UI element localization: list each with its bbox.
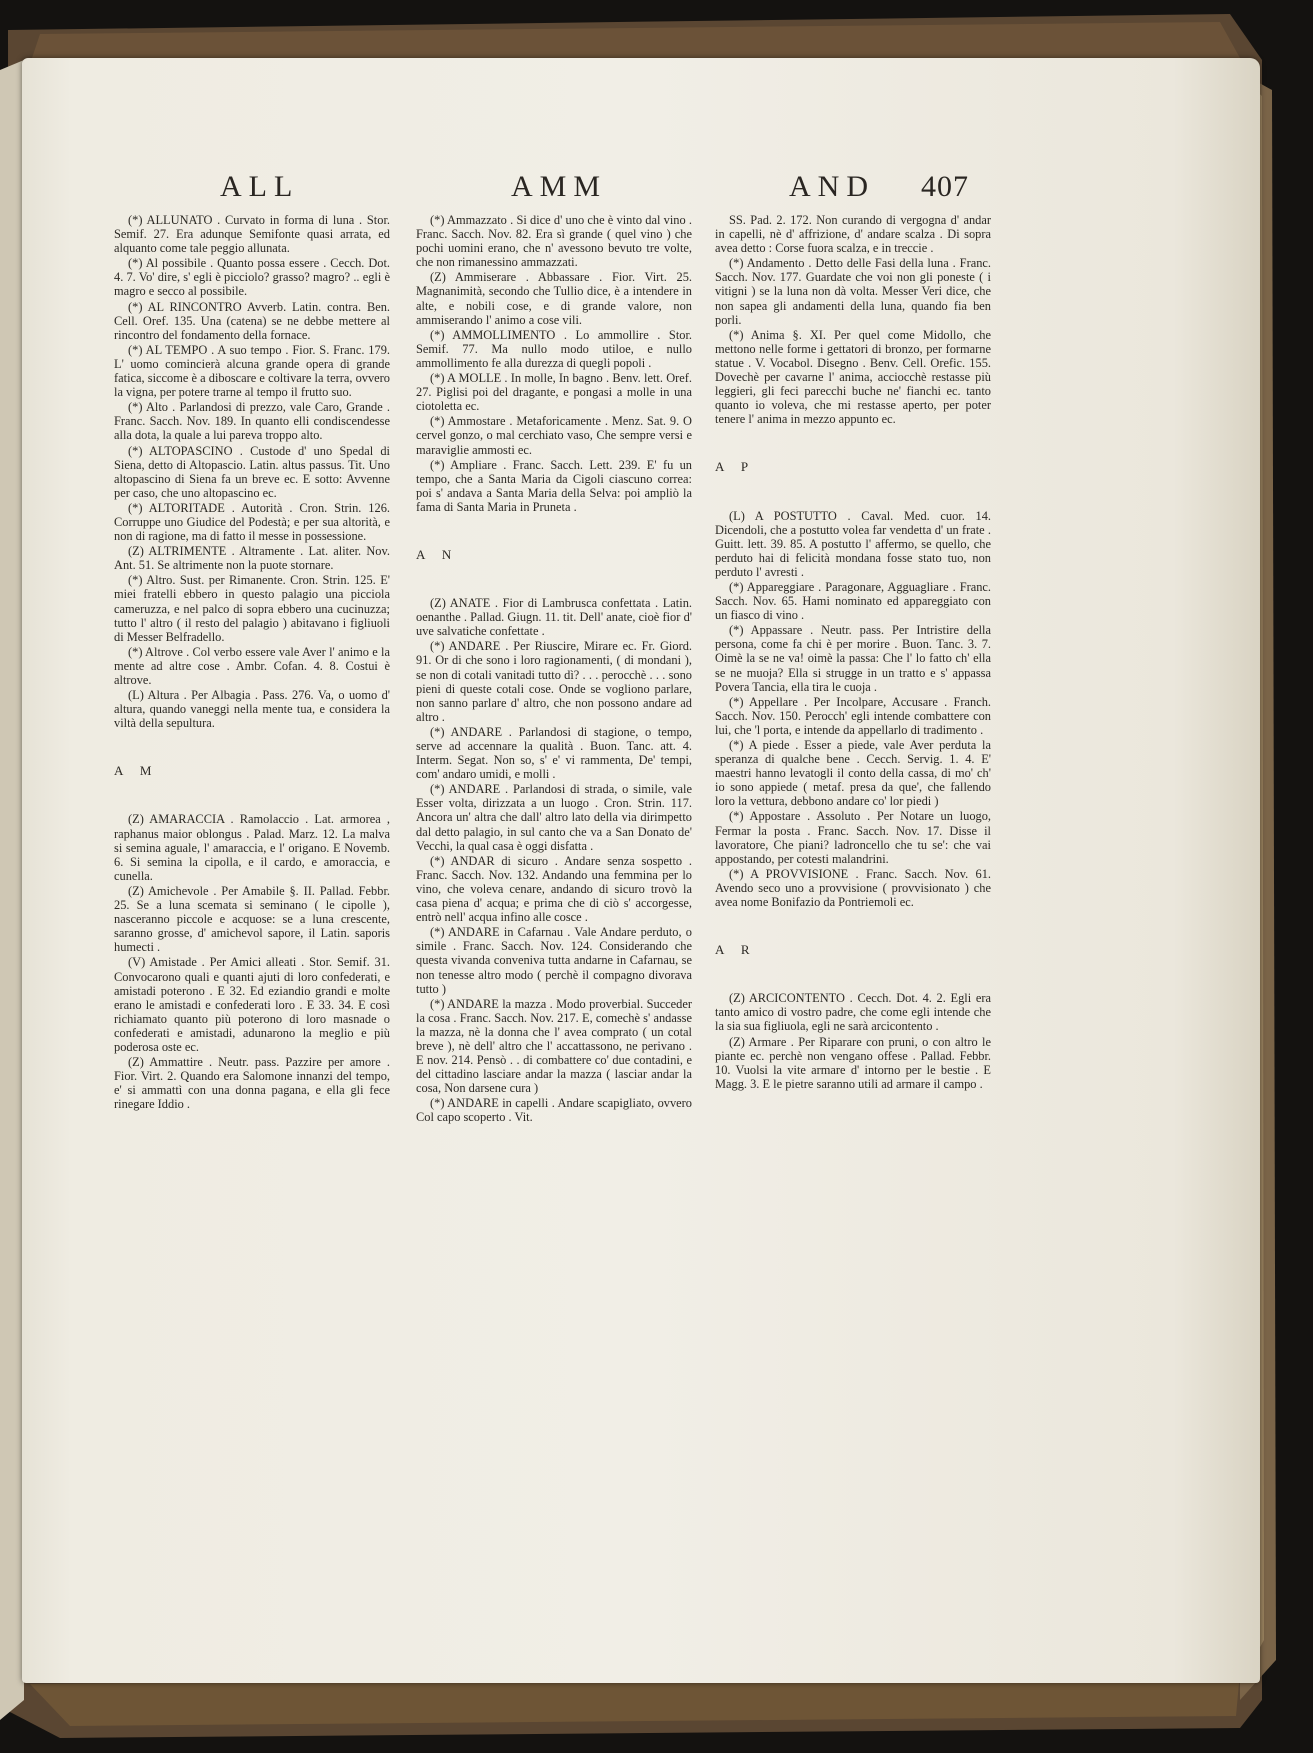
entry-definition: Appassare . Neutr. pass. Per Intristire della persona, come fa chi è per morire . Buon. Tanc. 3. 7. Oimè la se ne va! oimè la passa: Che l' lo fatto ch' ella se ne muoja? Ella si strugge in un tratto e s' appassa Povera Tancia, ella tira le cuoja .: [715, 623, 991, 694]
entry-definition: Parlandosi di strada, o simile, vale Esser volta, dirizzata a un luogo . Cron. Strin. 117. Ancora un' altra che dall' altro lato della via dirimpetto dal detto palagio, in sul canto che va a San Donato de' Vecchi, la qual casa è oggi disfatta .: [416, 782, 692, 853]
entry-definition: Autorità . Cron. Strin. 126. Corruppe uno Giudice del Podestà; e per sua altorità, e non di ragione, ma di fatto il messe in possessione.: [114, 500, 390, 544]
entry-headword: (*) ALLUNATO .: [128, 213, 221, 227]
entry-headword: (*) ANDARE .: [430, 782, 509, 797]
dictionary-entry: [416, 925, 692, 995]
dictionary-entry: [715, 738, 991, 808]
entry-definition: Appostare . Assoluto . Per Notare un luogo, Fermar la posta . Franc. Sacch. Nov. 17. Disse il lavoratore, Che piani? ladroncello che tu se': che vai appostando, per cotesti malandrini.: [715, 809, 991, 866]
entry-definition: Appellare . Per Incolpare, Accusare . Franch. Sacch. Nov. 150. Perocch' egli intende combattere con lui, che 'l porta, e intende da appellarlo di tradimento .: [715, 694, 991, 737]
entry-definition: di sicuro . Andare senza sospetto . Franc. Sacch. Nov. 132. Andando una femmina per lo vino, che voleva cenare, andando di sicuro trovò la casa piena d' acqua; e prima che di ciò s' accorgesse, entrò nell' acqua infino alle cosce .: [416, 853, 692, 925]
entry-definition: Altramente . Lat. aliter. Nov. Ant. 51. Se altrimente non la puote stornare.: [114, 544, 390, 573]
dictionary-entry: [715, 328, 991, 427]
entry-headword: (Z): [729, 1034, 745, 1049]
dictionary-entry: [416, 270, 692, 326]
dictionary-entry: [114, 300, 390, 342]
entry-definition: in capelli . Andare scapigliato, ovvero Col capo scoperto . Vit.: [416, 1096, 692, 1125]
entry-definition: Altura . Per Albagia . Pass. 276. Va, o uomo d' altura, quando vaneggi nella mente tua, e considera la viltà della sepultura.: [114, 688, 390, 731]
entry-headword: (*): [430, 414, 445, 429]
entry-headword: (*) ALTORITADE .: [128, 500, 235, 515]
dictionary-entry: [715, 1035, 991, 1091]
entry-headword: (*) AL TEMPO .: [128, 342, 215, 357]
entry-headword: (*) AL RINCONTRO: [128, 299, 242, 314]
entry-headword: (*) ANDARE: [430, 996, 499, 1011]
dictionary-entry: [715, 213, 991, 255]
dictionary-entry: [416, 371, 692, 413]
dictionary-entry: [416, 854, 692, 924]
dictionary-entry: [715, 809, 991, 865]
dictionary-entry: [715, 509, 991, 579]
entry-definition: A piede . Esser a piede, vale Aver perduta la speranza di qualche bene . Cecch. Servig. 1. 4. E' maestri hanno levatogli il conto della cassa, di mo' ch' io sono appiede ( metaf. presa da que', che fallendo loro la vettura, debbono andare co' lor piedi ): [715, 738, 991, 809]
entry-headword: (*) A MOLLE .: [430, 371, 508, 386]
entry-definition: Fior di Lambrusca confettata . Latin. oenanthe . Pallad. Giugn. 11. tit. Dell' anate, cioè fior d' uve salvatiche confettate .: [416, 596, 692, 639]
entry-definition: A suo tempo . Fior. S. Franc. 179. L' uomo comincierà alcuna grande opera di grande fatica, siccome è a diboscare e coltivare la terra, ovvero la vigna, per potere trarne al tempo il frutto suo.: [114, 342, 390, 400]
entry-headword: (*) ANDARE .: [430, 724, 512, 739]
entry-headword: (Z): [430, 270, 446, 285]
entry-headword: (*): [430, 457, 445, 472]
entry-definition: Alto . Parlandosi di prezzo, vale Caro, Grande . Franc. Sacch. Nov. 189. In quanto elli condiscendesse alla dota, la quale a lui pareva troppo alto.: [114, 400, 390, 443]
dictionary-entry: [114, 955, 390, 1054]
entry-headword: (*): [430, 213, 445, 227]
dictionary-entry: [114, 812, 390, 882]
dictionary-entry: [114, 645, 390, 687]
dictionary-entry: [114, 501, 390, 543]
entry-headword: (*) ANDARE: [430, 1096, 499, 1111]
dictionary-entry: [114, 256, 390, 298]
dictionary-entry: [416, 639, 692, 724]
dictionary-entry: [114, 884, 390, 954]
entry-definition: Al possibile . Quanto possa essere . Cecch. Dot. 4. 7. Vo' dire, s' egli è picciolo? grasso? magro? .. egli è magro e secco al possibile.: [114, 256, 390, 299]
entry-headword: (*): [128, 644, 143, 659]
entry-definition: Ramolaccio . Lat. armorea , raphanus maior oblongus . Palad. Marz. 12. La malva si semina aguale, l' amaraccia, e l' origano. E Novemb. 6. Si semina la cipolla, e il cardo, e amoraccia, e cunella.: [114, 812, 390, 883]
entry-headword: (Z) AMARACCIA .: [128, 812, 234, 827]
entry-definition: Armare . Per Riparare con pruni, o con altro le piante ec. perchè non vengano offese . Pallad. Febbr. 10. Vuolsi la vite armare d' intorno per le bestie . E Magg. 3. E le pietre saranno utili ad armare il campo .: [715, 1034, 991, 1091]
dictionary-entry: [715, 580, 991, 622]
dictionary-entry: [715, 991, 991, 1033]
dictionary-entry: [416, 997, 692, 1096]
dictionary-column-2: [416, 213, 692, 1126]
section-heading: A R: [715, 942, 757, 958]
entry-headword: (*): [729, 809, 744, 824]
entry-definition: Amichevole . Per Amabile §. II. Pallad. Febbr. 25. Se a luna scemata si seminano ( le cipolle ), nasceranno piccole e acquose: se a luna crescente, saranno grosse, d' amichevol sapore, il Latin. saporis humecti .: [114, 883, 390, 955]
entry-definition: Cecch. Dot. 4. 2. Egli era tanto amico di vostro padre, che come egli intende che la sia sua figliuola, egli ne sarà arcicontento .: [715, 991, 991, 1034]
entry-definition: Parlandosi di stagione, o tempo, serve ad accennare la qualità . Buon. Tanc. att. 4. Interm. Segat. Non so, s' e' vi rammenta, De' tempi, com' andaro umidi, e molli .: [416, 724, 692, 782]
entry-definition: Appareggiare . Paragonare, Agguagliare . Franc. Sacch. Nov. 65. Hami nominato ed appareggiato con un fiasco di vino .: [715, 579, 992, 623]
entry-definition: In molle, In bagno . Benv. lett. Oref. 27. Piglisi poi del dragante, e pongasi a molle in una ciotoletta ec.: [416, 371, 692, 414]
entry-headword: (*): [729, 623, 744, 638]
entry-headword: (*) ANDARE: [430, 925, 500, 940]
running-head-right: AND: [789, 170, 875, 203]
dictionary-entry: [416, 725, 692, 781]
entry-definition: Caval. Med. cuor. 14. Dicendoli, che a postutto volea far vendetta d' un frate . Guitt. lett. 39. 85. A postutto l' affermo, se quello, che perduto hai di felicità mondana fosse stato tuo, non perduto l' avresti .: [715, 508, 991, 579]
section-heading: A N: [416, 546, 459, 562]
dictionary-entry: [416, 328, 692, 370]
entry-headword: (*) A PROVVISIONE .: [729, 866, 859, 881]
entry-definition: la mazza . Modo proverbial. Succeder la cosa . Franc. Sacch. Nov. 217. E, comechè s' andasse la mazza, nè la donna che l' avea comprato ( un cotal breve ), nè dell' altro che l' accattassono, ne perivano . E nov. 214. Pensò . . di combattere co' due contadini, e del cittadino lasciare andar la mazza ( lasciar andar la cosa, Non darsene cura ): [416, 996, 692, 1096]
entry-definition: Per Riuscire, Mirare ec. Fr. Giord. 91. Or di che sono i loro ragionamenti, ( di mondani ), se non di cotali vanitadi tutto dì? . . . perocchè . . . sono pieni di queste cotali cose. Onde se vogliono parlare, non sanno parlare d' altro, che non possono andare ad altro .: [416, 639, 692, 724]
entry-headword: (*): [729, 256, 744, 271]
entry-definition: Andamento . Detto delle Fasi della luna . Franc. Sacch. Nov. 177. Guardate che voi non gli poneste ( i vitigni ) se la luna non dà volta. Messer Veri dice, che non sapea gli andamenti della luna, quando fia ben porli.: [715, 256, 991, 327]
dictionary-entry: [114, 688, 390, 730]
entry-definition: Ammiserare . Abbassare . Fior. Virt. 25. Magnanimità, secondo che Tullio dice, è a intendere in alte, e nobili cose, e di grande valore, non ammiserando l' animo a cose vili.: [416, 270, 692, 327]
dictionary-entry: [114, 1055, 390, 1111]
entry-definition: in Cafarnau . Vale Andare perduto, o simile . Franc. Sacch. Nov. 124. Considerando che questa vivanda conveniva tutta andarne in Cafarnau, se non tenesse altro modo ( perchè il compagno divorava tutto ): [416, 925, 692, 996]
entry-headword: (*): [128, 400, 143, 415]
dictionary-entry: [715, 867, 991, 909]
entry-headword: (V): [128, 955, 146, 970]
entry-definition: Ammazzato . Si dice d' uno che è vinto dal vino . Franc. Sacch. Nov. 82. Era sì grande ( quel vino ) che pochi uomini erano, che n' avessono bevuto tre volte, che non rimanessino ammazzati.: [416, 213, 692, 270]
page-number: 407: [921, 170, 969, 203]
section-heading: A M: [114, 763, 159, 779]
entry-headword: (Z): [128, 883, 144, 898]
entry-headword: (Z): [128, 1055, 144, 1070]
dictionary-entry: [715, 256, 991, 326]
entry-headword: (L): [128, 688, 144, 703]
dictionary-entry: [114, 573, 390, 643]
dictionary-entry: [416, 458, 692, 514]
entry-definition: Avverb. Latin. contra. Ben. Cell. Oref. 135. Una (catena) se ne debbe mettere al rincontro del fondamento della fornace.: [114, 299, 391, 342]
dictionary-entry: [416, 1096, 692, 1124]
entry-definition: Ampliare . Franc. Sacch. Lett. 239. E' fu un tempo, che a Santa Maria da Cigoli ciascuno correa: poi s' andava a Santa Maria della Selva: poi ampliò la fama di Santa Maria in Pruneta .: [416, 457, 692, 514]
dictionary-entry: [114, 343, 390, 399]
dictionary-entry: [715, 623, 991, 693]
entry-headword: (L) A POSTUTTO .: [729, 508, 851, 523]
entry-definition: Ammattire . Neutr. pass. Pazzire per amore . Fior. Virt. 2. Quando era Salomone innanzi del tempo, e' si ammattì con una donna pagana, e ella gli fece rinegare Iddio .: [114, 1055, 390, 1112]
entry-headword: (Z) ARCICONTENTO .: [729, 991, 853, 1006]
entry-headword: (*): [729, 579, 744, 594]
dictionary-entry: [114, 544, 390, 572]
entry-headword: (*): [729, 738, 744, 752]
dictionary-entry: [114, 213, 390, 255]
dictionary-column-3: [715, 213, 991, 1092]
entry-definition: Altrove . Col verbo essere vale Aver l' animo e la mente ad altre cose . Ambr. Cofan. 4. 8. Costui è altrove.: [114, 644, 390, 687]
dictionary-entry: [114, 444, 390, 500]
entry-headword: (*) ANDAR: [430, 853, 495, 868]
running-head-center: AMM: [511, 170, 608, 203]
dictionary-entry: [416, 596, 692, 638]
entry-definition: Franc. Sacch. Nov. 61. Avendo seco uno a provvisione ( provvisionato ) che avea nome Bonifazio da Pontriemoli ec.: [715, 866, 991, 910]
dictionary-entry: [715, 695, 991, 737]
section-heading: A P: [715, 459, 756, 475]
entry-headword: (*) AMMOLLIMENTO .: [430, 327, 567, 342]
dictionary-entry: [416, 414, 692, 456]
entry-headword: (*) ALTOPASCINO .: [128, 443, 243, 458]
entry-headword: (*): [128, 573, 143, 588]
entry-definition: Custode d' uno Spedal di Siena, detto di Altopascio. Latin. altus passus. Tit. Uno altopascino di Siena fa un breve ec. E sotto: Avvenne per caso, che uno altopascino ec.: [114, 443, 390, 500]
entry-headword: (*): [729, 694, 744, 709]
entry-headword: (*): [128, 256, 143, 271]
entry-definition: Amistade . Per Amici alleati . Stor. Semif. 31. Convocarono quali e quanti ajuti di loro confederati, e amistadi poterono . E 32. Ed eziandio grandi e molte erano le amistadi e confederati loro . E 33. 34. E così richiamato quanto più poterono di loro masnade o confederati e amistadi, adunarono la meglio e più poderosa oste ec.: [114, 955, 390, 1054]
dictionary-column-1: [114, 213, 390, 1112]
entry-definition: Ammostare . Metaforicamente . Menz. Sat. 9. O cervel gonzo, o mal cerchiato vaso, Che sempre versi e maraviglie ammosti ec.: [416, 414, 693, 457]
dictionary-entry: [416, 213, 692, 269]
entry-definition: Altro. Sust. per Rimanente. Cron. Strin. 125. E' miei fratelli ebbero in questo palagio una picciola cameruzza, e nel palco di sopra ebbero una cucinuzza; tutto l' altro ( il resto del palagio ) abitavano i figliuoli di Messer Belfradello.: [114, 573, 390, 644]
dictionary-entry: [416, 782, 692, 852]
running-head-left: ALL: [220, 170, 300, 203]
entry-definition: Lo ammollire . Stor. Semif. 77. Ma nullo modo utiloe, e nullo ammollimento fe alla durezza di quegli popoli .: [416, 327, 692, 370]
entry-definition: Curvato in forma di luna . Stor. Semif. 27. Era adunque Semifonte quasi arrata, ed alquanto come tale peggio allunata.: [114, 213, 390, 256]
entry-definition: SS. Pad. 2. 172. Non curando di vergogna d' andar in capelli, nè d' affrizione, d' andare scalza . Di sopra avea detto : Corse fuora scalza, e in treccie .: [715, 213, 991, 256]
entry-definition: Anima §. XI. Per quel come Midollo, che mettono nelle forme i gettatori di bronzo, per formarne statue . V. Vocabol. Disegno . Benv. Cell. Orefic. 155. Dovechè per cavarne l' anima, acciocchè restasse più leggieri, gli feci parecchi buche ne' fianchi ec. tanto quanto io voleva, che mi restasse aperto, per poter tenere l' anima in mezzo appunto ec.: [715, 327, 991, 427]
entry-headword: (Z) ALTRIMENTE .: [128, 544, 235, 559]
dictionary-entry: [114, 400, 390, 442]
entry-headword: (*) ANDARE .: [430, 639, 509, 654]
entry-headword: (*): [729, 327, 744, 342]
entry-headword: (Z) ANATE .: [430, 596, 498, 611]
